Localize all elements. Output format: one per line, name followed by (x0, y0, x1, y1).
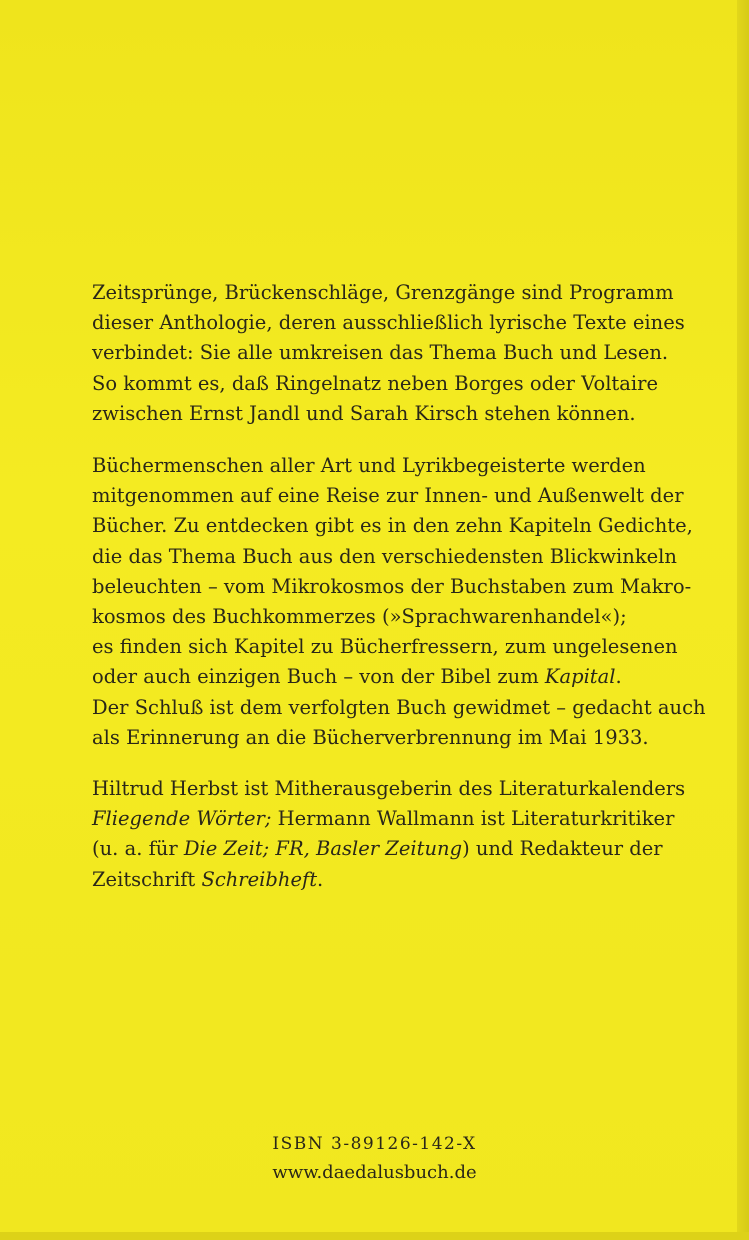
text-segment: (u. a. für (92, 837, 184, 861)
text-segment: oder auch einzigen Buch – von der Bibel zum (92, 665, 545, 689)
text-line: es finden sich Kapitel zu Bücherfressern, zum ungelesenen (92, 635, 678, 659)
paragraph-editors (92, 774, 732, 895)
text-segment: ) und Redakteur der (462, 837, 663, 861)
book-title-kapital: Kapital (544, 665, 616, 689)
paragraph-description (92, 451, 732, 753)
publication-titles: Die Zeit; FR, Basler Zeitung (183, 837, 463, 861)
text-line: mitgenommen auf eine Reise zur Innen- und Außenwelt der (92, 484, 684, 508)
blurb-text (92, 278, 732, 895)
text-line: So kommt es, daß Ringelnatz neben Borges oder Voltaire (92, 371, 658, 395)
publication-title: Fliegende Wörter; (92, 807, 272, 831)
text-line: beleuchten – vom Mikrokosmos der Buchstaben zum Makro- (92, 574, 692, 598)
text-line: als Erinnerung an die Bücherverbrennung im Mai 1933. (92, 725, 649, 749)
text-line: Bücher. Zu entdecken gibt es in den zehn Kapiteln Gedichte, (92, 514, 693, 538)
text-line: Hiltrud Herbst ist Mitherausgeberin des Literaturkalenders (92, 777, 686, 801)
text-line: Büchermenschen aller Art und Lyrikbegeisterte werden (92, 454, 646, 478)
text-line (92, 804, 732, 834)
cover-edge-right (737, 0, 749, 1240)
text-line: dieser Anthologie, deren ausschließlich lyrische Texte eines (92, 311, 685, 335)
text-line: die das Thema Buch aus den verschiedensten Blickwinkeln (92, 544, 677, 568)
text-line: verbindet: Sie alle umkreisen das Thema Buch und Lesen. (92, 341, 669, 365)
publisher-website: www.daedalusbuch.de (272, 1162, 477, 1183)
text-segment: Zeitschrift (92, 867, 202, 891)
publication-title: Schreibheft (201, 867, 318, 891)
isbn-number: ISBN 3-89126-142-X (272, 1134, 477, 1154)
text-segment: . (615, 665, 622, 689)
publisher-footer (0, 1130, 749, 1188)
text-segment: . (317, 867, 324, 891)
paragraph-intro (92, 278, 732, 429)
text-line: Zeitsprünge, Brückenschläge, Grenzgänge sind Programm (92, 281, 674, 304)
text-line (92, 865, 732, 895)
text-segment: Hermann Wallmann ist Literaturkritiker (271, 807, 675, 831)
cover-edge-bottom (0, 1232, 749, 1240)
text-line: kosmos des Buchkommerzes (»Sprachwarenhandel«); (92, 605, 627, 629)
text-line (92, 834, 732, 864)
text-line: zwischen Ernst Jandl und Sarah Kirsch stehen können. (92, 401, 636, 425)
text-line (92, 662, 732, 692)
text-line: Der Schluß ist dem verfolgten Buch gewidmet – gedacht auch (92, 695, 706, 719)
